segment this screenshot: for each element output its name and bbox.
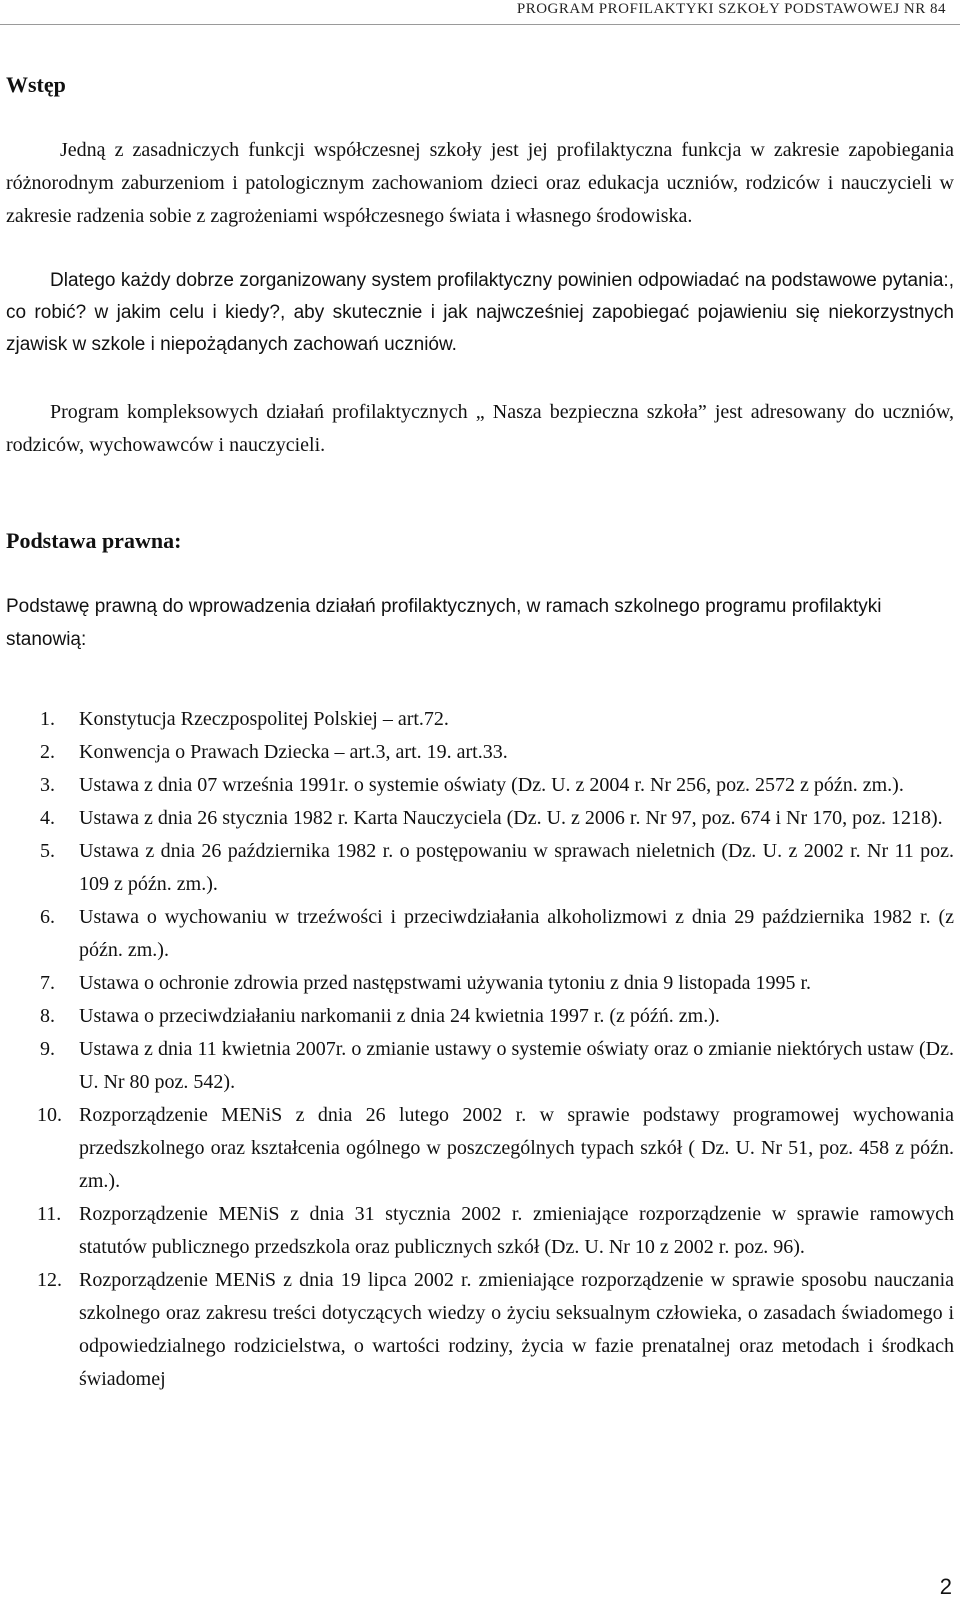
- list-item-text: Ustawa o wychowaniu w trzeźwości i przeciwdziałania alkoholizmowi z dnia 29 października 1982 r. (z późn. zm.).: [79, 906, 954, 961]
- page-number: 2: [939, 1574, 952, 1599]
- list-item: [6, 736, 954, 769]
- list-item: [6, 1000, 954, 1033]
- list-item: [6, 1264, 954, 1396]
- list-item-text: Ustawa o ochronie zdrowia przed następstwami używania tytoniu z dnia 9 listopada 1995 r.: [79, 972, 812, 994]
- list-item: [6, 1099, 954, 1198]
- section-heading-intro: Wstęp: [6, 72, 66, 97]
- list-item: [6, 967, 954, 1000]
- list-item-text: Rozporządzenie MENiS z dnia 26 lutego 2002 r. w sprawie podstawy programowej wychowania przedszkolnego oraz kształcenia ogólnego w poszczególnych typach szkół ( Dz. U. Nr 51, poz. 458 z późn. zm.).: [79, 1104, 954, 1192]
- intro-paragraph-1: Jedną z zasadniczych funkcji współczesnej szkoły jest jej profilaktyczna funkcja w zakresie zapobiegania różnorodnym zaburzeniom i patologicznym zachowaniom dzieci oraz edukacja uczniów, rodziców i nauczycieli w zakresie radzenia sobie z zagrożeniami współczesnego świata i własnego środowiska.: [6, 139, 954, 227]
- list-item: [6, 901, 954, 967]
- list-item-text: Rozporządzenie MENiS z dnia 19 lipca 2002 r. zmieniające rozporządzenie w sprawie sposobu nauczania szkolnego oraz zakresu treści dotyczących wiedzy o życiu seksualnym człowieka, o zasadach świadomego i odpowiedzialnego rodzicielstwa, o wartości rodziny, życia w fazie prenatalnej oraz metodach i środkach świadomej: [79, 1269, 954, 1390]
- list-item-number: 9.: [40, 1038, 55, 1060]
- list-item: [6, 1033, 954, 1099]
- list-item-text: Rozporządzenie MENiS z dnia 31 stycznia 2002 r. zmieniające rozporządzenie w sprawie ramowych statutów publicznego przedszkola oraz publicznych szkół (Dz. U. Nr 10 z 2002 r. poz. 96).: [79, 1203, 954, 1258]
- list-item-text: Ustawa z dnia 26 stycznia 1982 r. Karta Nauczyciela (Dz. U. z 2006 r. Nr 97, poz. 674 i Nr 170, poz. 1218).: [79, 807, 943, 829]
- header-title: PROGRAM PROFILAKTYKI SZKOŁY PODSTAWOWEJ NR 84: [516, 1, 946, 17]
- legal-intro-paragraph: Podstawę prawną do wprowadzenia działań profilaktycznych, w ramach szkolnego programu profilaktyki stanowią:: [6, 596, 882, 650]
- list-item-text: Konwencja o Prawach Dziecka – art.3, art. 19. art.33.: [79, 741, 508, 763]
- list-item-number: 2.: [40, 741, 55, 763]
- list-item: [6, 769, 954, 802]
- section-heading-legal: Podstawa prawna:: [6, 528, 182, 553]
- list-item-text: Konstytucja Rzeczpospolitej Polskiej – art.72.: [79, 708, 449, 730]
- list-item: [6, 703, 954, 736]
- intro-paragraph-2: Dlatego każdy dobrze zorganizowany system profilaktyczny powinien odpowiadać na podstawowe pytania:, co robić? w jakim celu i kiedy?, aby skutecznie i jak najwcześniej zapobiegać pojawieniu się niekorzystnych zjawisk w szkole i niepożądanych zachowań uczniów.: [6, 270, 954, 355]
- list-item-number: 4.: [40, 807, 55, 829]
- list-item-number: 7.: [40, 972, 55, 994]
- legal-basis-list: [6, 703, 954, 1396]
- list-item-text: Ustawa o przeciwdziałaniu narkomanii z dnia 24 kwietnia 1997 r. (z późń. zm.).: [79, 1005, 720, 1027]
- list-item-text: Ustawa z dnia 11 kwietnia 2007r. o zmianie ustawy o systemie oświaty oraz o zmianie niektórych ustaw (Dz. U. Nr 80 poz. 542).: [79, 1038, 954, 1093]
- list-item-number: 1.: [40, 708, 55, 730]
- list-item-text: Ustawa z dnia 07 września 1991r. o systemie oświaty (Dz. U. z 2004 r. Nr 256, poz. 2572 z późn. zm.).: [79, 774, 904, 796]
- list-item-number: 12.: [37, 1269, 62, 1291]
- list-item-number: 10.: [37, 1104, 62, 1126]
- list-item-number: 6.: [40, 906, 55, 928]
- list-item-number: 3.: [40, 774, 55, 796]
- page-header: [0, 0, 960, 25]
- list-item: [6, 1198, 954, 1264]
- list-item-number: 5.: [40, 840, 55, 862]
- list-item-text: Ustawa z dnia 26 października 1982 r. o postępowaniu w sprawach nieletnich (Dz. U. z 2002 r. Nr 11 poz. 109 z późn. zm.).: [79, 840, 954, 895]
- intro-paragraph-3: Program kompleksowych działań profilaktycznych „ Nasza bezpieczna szkoła” jest adresowany do uczniów, rodziców, wychowawców i nauczycieli.: [6, 401, 954, 456]
- list-item: [6, 802, 954, 835]
- list-item-number: 8.: [40, 1005, 55, 1027]
- list-item-number: 11.: [37, 1203, 62, 1225]
- list-item: [6, 835, 954, 901]
